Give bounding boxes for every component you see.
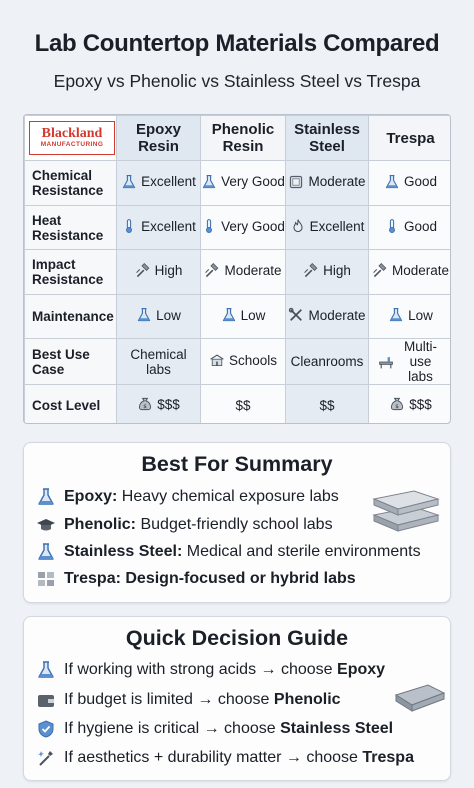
money-bag-icon [137,396,153,412]
decision-item: If budget is limited → choose Phenolic [36,690,341,710]
flask-icon [384,174,400,190]
row-label: Chemical Resistance [25,161,117,206]
countertop-slabs-icon [370,485,442,537]
table-row [25,339,452,385]
table-cell: Moderate [286,161,369,206]
row-label: Best Use Case [25,339,117,385]
table-cell: Good [369,206,452,250]
table-cell: Moderate [201,250,286,295]
page-subtitle: Epoxy vs Phenolic vs Stainless Steel vs Trespa [53,71,421,91]
row-label: Maintenance [25,295,117,339]
table-cell: $ $$$ [117,385,201,425]
flask-icon [121,174,137,190]
table-row [25,295,452,339]
column-header-stainless: Stainless Steel [286,116,369,161]
hammer-icon [303,263,319,279]
column-header-phenolic: Phenolic Resin [201,116,286,161]
page-title: Lab Countertop Materials Compared [34,30,440,57]
table-row [25,250,452,295]
steel-plate-icon [288,174,304,190]
table-cell: Excellent [117,161,201,206]
row-label: Cost Level [25,385,117,425]
hammer-icon [135,263,151,279]
brand-logo: Blackland MANUFACTURING [25,116,117,161]
quick-decision-guide-card [23,616,451,781]
table-cell: Moderate [286,295,369,339]
table-row [25,385,452,425]
table-cell: $ $$$ [369,385,452,425]
table-cell: Low [369,295,452,339]
table-row [25,206,452,250]
flask-icon [388,307,404,323]
table-cell: Chemical labs [117,339,201,385]
steel-slab-icon [394,681,446,715]
guide-title: Quick Decision Guide [125,626,349,650]
table-cell: High [117,250,201,295]
summary-item: Trespa: Design-focused or hybrid labs [36,569,356,589]
decision-item: If working with strong acids → choose Epoxy [36,660,385,680]
flask-icon [36,660,56,680]
table-row [25,161,452,206]
flask-icon [221,307,237,323]
graduation-cap-icon [36,515,56,535]
summary-item: Epoxy: Heavy chemical exposure labs [36,487,339,507]
hammer-icon [372,263,388,279]
wallet-icon [36,690,56,710]
lab-bench-icon [378,354,394,370]
table-cell: High [286,250,369,295]
comparison-table [23,114,451,424]
hammer-icon [204,263,220,279]
fire-icon [290,218,306,234]
row-label: Heat Resistance [25,206,117,250]
shield-icon [36,719,56,739]
table-cell: Good [369,161,452,206]
decision-item: If aesthetics + durability matter → choose Trespa [36,748,414,768]
column-header-trespa: Trespa [369,116,452,161]
table-cell: Multi-use labs [369,339,452,385]
table-cell: Low [201,295,286,339]
school-icon [209,352,225,368]
summary-item: Stainless Steel: Medical and sterile environments [36,542,421,562]
table-cell: Excellent [286,206,369,250]
table-cell: Very Good [201,206,286,250]
thermometer-icon [384,218,400,234]
column-header-epoxy: Epoxy Resin [117,116,201,161]
svg-text:$: $ [143,404,148,410]
tools-icon [288,307,304,323]
row-label: Impact Resistance [25,250,117,295]
table-cell: Very Good [201,161,286,206]
table-cell: Cleanrooms [286,339,369,385]
flask-icon [36,542,56,562]
thermometer-icon [201,218,217,234]
thermometer-icon [121,218,137,234]
table-cell: Schools [201,339,286,385]
table-cell: $$ [201,385,286,425]
table-cell: Excellent [117,206,201,250]
summary-item: Phenolic: Budget-friendly school labs [36,515,333,535]
table-cell: Moderate [369,250,452,295]
flask-icon [36,487,56,507]
panels-icon [36,569,56,589]
tools-sparkle-icon [36,748,56,768]
flask-icon [136,307,152,323]
table-cell: $$ [286,385,369,425]
decision-item: If hygiene is critical → choose Stainless Steel [36,719,393,739]
flask-icon [201,174,217,190]
best-for-summary-card [23,442,451,603]
table-cell: Low [117,295,201,339]
money-bag-icon [389,396,405,412]
svg-text:$: $ [395,404,400,410]
summary-title: Best For Summary [141,452,333,476]
